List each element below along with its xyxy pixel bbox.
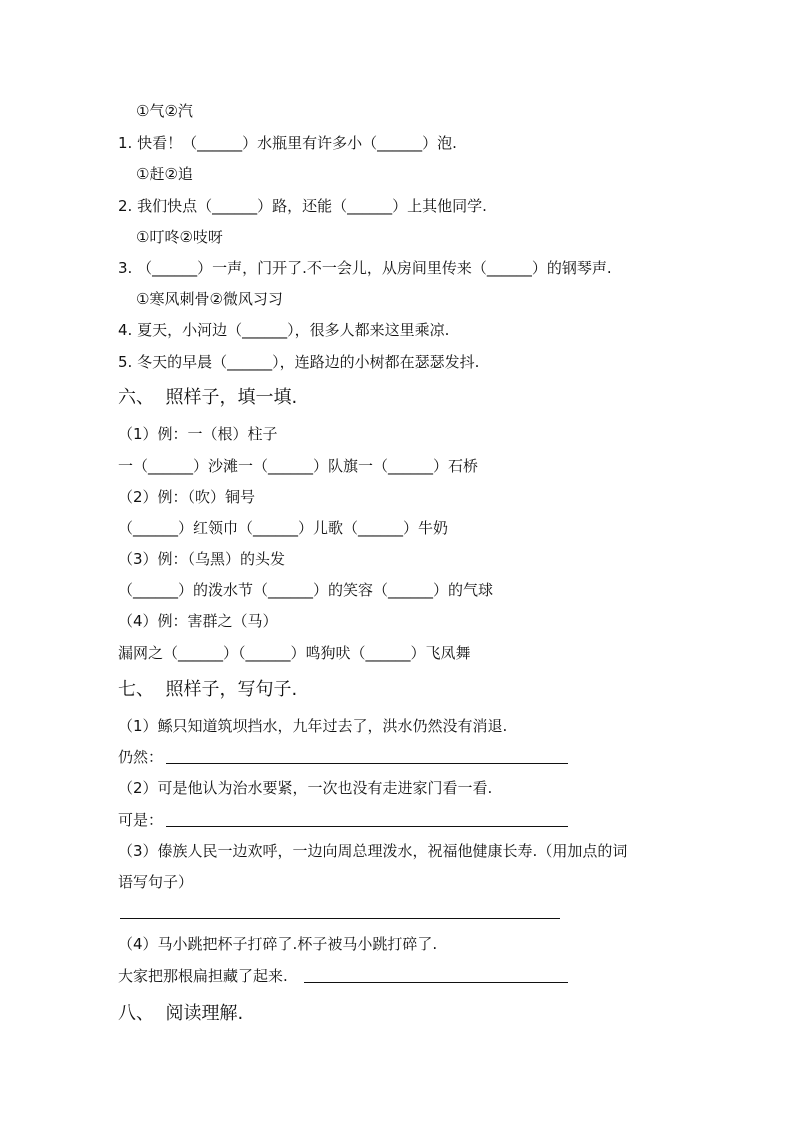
q4-options: ①寒风刺骨②微风习习 [136,290,283,308]
q1-options: ①气②汽 [136,102,193,120]
q2-options: ①赶②追 [136,165,193,183]
question-1: 1. 快看！（______）水瓶里有许多小（______）泡. [118,134,457,152]
prompt-sentence-4: 大家把那根扁担藏了起来. [118,967,288,985]
fill-row-3: （______）的泼水节（______）的笑容（______）的气球 [118,581,494,599]
fill-row-2: （______）红领巾（______）儿歌（______）牛奶 [118,519,449,537]
sentence-3-line-b: 语写句子） [118,873,194,891]
q3-options: ①叮咚②吱呀 [136,228,223,246]
example-4: （4）例：害群之（马） [118,612,278,630]
sentence-3-line-a: （3）傣族人民一边欢呼，一边向周总理泼水，祝福他健康长寿.（用加点的词 [118,842,628,860]
question-3: 3. （______）一声，门开了.不一会儿，从房间里传来（______）的钢琴声. [118,259,612,277]
section-6-heading: 六、 照样子，填一填. [118,387,298,408]
sentence-4: （4）马小跳把杯子打碎了.杯子被马小跳打碎了. [118,935,438,953]
question-4: 4. 夏天，小河边（______），很多人都来这里乘凉. [118,321,450,339]
example-2: （2）例：（吹）铜号 [118,488,256,506]
fill-row-1: 一（______）沙滩一（______）队旗一（______）石桥 [118,457,479,475]
prompt-rengran: 仍然： [118,748,164,766]
question-2: 2. 我们快点（______）路，还能（______）上其他同学. [118,197,487,215]
section-8-heading: 八、 阅读理解. [118,1003,244,1024]
section-7-heading: 七、 照样子，写句子. [118,679,298,700]
fill-row-4: 漏网之（______）（______）鸣狗吠（______）飞凤舞 [118,644,471,662]
example-1: （1）例：一（根）柱子 [118,425,278,443]
example-3: （3）例：（乌黑）的头发 [118,550,286,568]
answer-line-1[interactable] [166,763,568,764]
question-5: 5. 冬天的早晨（______），连路边的小树都在瑟瑟发抖. [118,353,480,371]
answer-line-3[interactable] [120,918,560,919]
prompt-keshi: 可是： [118,811,164,829]
sentence-1: （1）鲧只知道筑坝挡水，九年过去了，洪水仍然没有消退. [118,717,508,735]
sentence-2: （2）可是他认为治水要紧，一次也没有走进家门看一看. [118,779,493,797]
answer-line-2[interactable] [166,826,568,827]
answer-line-4[interactable] [304,982,568,983]
